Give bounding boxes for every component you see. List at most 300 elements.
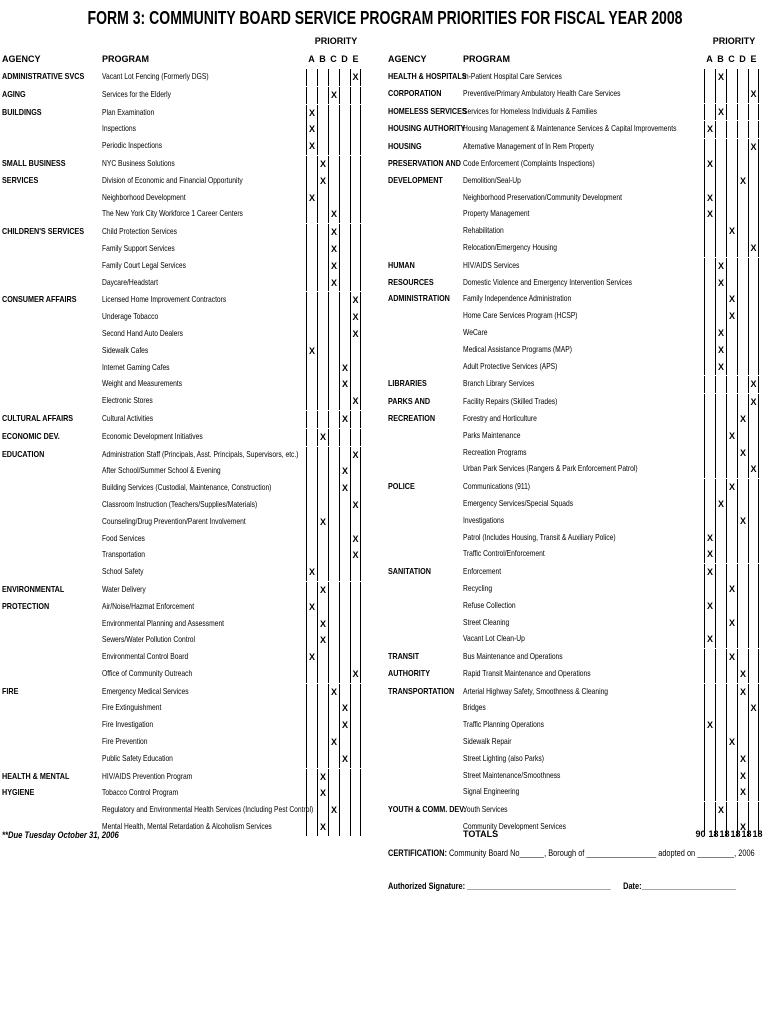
- priority-cell-a[interactable]: [306, 700, 317, 717]
- priority-cell-a[interactable]: [704, 496, 715, 513]
- priority-cell-b[interactable]: [317, 802, 328, 819]
- priority-cell-d[interactable]: [339, 156, 350, 173]
- priority-cell-d[interactable]: X: [737, 173, 748, 190]
- priority-cell-b[interactable]: [715, 684, 726, 701]
- priority-cell-e[interactable]: [748, 598, 759, 615]
- priority-cell-d[interactable]: [737, 700, 748, 717]
- priority-cell-c[interactable]: X: [726, 649, 737, 666]
- priority-cell-c[interactable]: X: [328, 684, 339, 701]
- priority-cell-c[interactable]: [726, 751, 737, 768]
- priority-cell-a[interactable]: [306, 819, 317, 836]
- priority-cell-c[interactable]: [328, 599, 339, 616]
- priority-cell-b[interactable]: [715, 291, 726, 308]
- priority-cell-a[interactable]: [704, 240, 715, 257]
- priority-cell-c[interactable]: [328, 138, 339, 155]
- priority-cell-b[interactable]: [715, 411, 726, 428]
- priority-cell-b[interactable]: [715, 615, 726, 632]
- priority-cell-e[interactable]: X: [748, 394, 759, 411]
- priority-cell-e[interactable]: [748, 359, 759, 376]
- priority-cell-b[interactable]: [317, 497, 328, 514]
- priority-cell-a[interactable]: [306, 514, 317, 531]
- priority-cell-d[interactable]: [737, 394, 748, 411]
- priority-cell-e[interactable]: [350, 275, 361, 292]
- priority-cell-e[interactable]: [748, 631, 759, 648]
- priority-cell-d[interactable]: [737, 240, 748, 257]
- priority-cell-b[interactable]: [317, 700, 328, 717]
- priority-cell-c[interactable]: [726, 546, 737, 563]
- priority-cell-e[interactable]: [748, 751, 759, 768]
- priority-cell-a[interactable]: [704, 104, 715, 121]
- priority-cell-a[interactable]: [306, 666, 317, 683]
- priority-cell-a[interactable]: [704, 461, 715, 478]
- priority-cell-d[interactable]: [737, 649, 748, 666]
- priority-cell-d[interactable]: X: [737, 784, 748, 801]
- priority-cell-e[interactable]: [748, 190, 759, 207]
- priority-cell-d[interactable]: [339, 138, 350, 155]
- priority-cell-d[interactable]: [339, 649, 350, 666]
- priority-cell-c[interactable]: [328, 514, 339, 531]
- priority-cell-e[interactable]: X: [350, 69, 361, 86]
- priority-cell-a[interactable]: [306, 802, 317, 819]
- priority-cell-c[interactable]: [726, 631, 737, 648]
- priority-cell-d[interactable]: [339, 258, 350, 275]
- priority-cell-e[interactable]: [350, 802, 361, 819]
- priority-cell-b[interactable]: [317, 684, 328, 701]
- priority-cell-b[interactable]: [317, 69, 328, 86]
- priority-cell-e[interactable]: [748, 479, 759, 496]
- priority-cell-b[interactable]: [317, 547, 328, 564]
- priority-cell-e[interactable]: [350, 360, 361, 377]
- priority-cell-b[interactable]: [317, 258, 328, 275]
- priority-cell-d[interactable]: [737, 121, 748, 138]
- priority-cell-d[interactable]: [339, 582, 350, 599]
- priority-cell-e[interactable]: [748, 615, 759, 632]
- priority-cell-c[interactable]: X: [726, 428, 737, 445]
- priority-cell-e[interactable]: [748, 546, 759, 563]
- priority-cell-b[interactable]: X: [317, 173, 328, 190]
- priority-cell-d[interactable]: [339, 241, 350, 258]
- priority-cell-d[interactable]: X: [339, 376, 350, 393]
- priority-cell-b[interactable]: X: [715, 359, 726, 376]
- priority-cell-d[interactable]: [737, 104, 748, 121]
- priority-cell-d[interactable]: [737, 190, 748, 207]
- priority-cell-c[interactable]: X: [328, 258, 339, 275]
- priority-cell-c[interactable]: [328, 769, 339, 786]
- priority-cell-a[interactable]: X: [306, 121, 317, 138]
- priority-cell-c[interactable]: [328, 632, 339, 649]
- priority-cell-c[interactable]: [328, 309, 339, 326]
- priority-cell-e[interactable]: [748, 581, 759, 598]
- priority-cell-c[interactable]: [328, 582, 339, 599]
- priority-cell-b[interactable]: [317, 326, 328, 343]
- priority-cell-a[interactable]: [704, 784, 715, 801]
- priority-cell-a[interactable]: [704, 342, 715, 359]
- priority-cell-d[interactable]: X: [737, 445, 748, 462]
- priority-cell-d[interactable]: [737, 496, 748, 513]
- priority-cell-c[interactable]: X: [328, 224, 339, 241]
- priority-cell-c[interactable]: X: [726, 308, 737, 325]
- priority-cell-e[interactable]: [748, 496, 759, 513]
- priority-cell-c[interactable]: [726, 768, 737, 785]
- priority-cell-d[interactable]: [339, 497, 350, 514]
- priority-cell-a[interactable]: [704, 768, 715, 785]
- priority-cell-e[interactable]: [748, 104, 759, 121]
- priority-cell-e[interactable]: [350, 819, 361, 836]
- priority-cell-a[interactable]: [306, 717, 317, 734]
- priority-cell-d[interactable]: [737, 546, 748, 563]
- priority-cell-e[interactable]: [350, 105, 361, 122]
- priority-cell-a[interactable]: [704, 291, 715, 308]
- priority-cell-d[interactable]: [737, 428, 748, 445]
- priority-cell-e[interactable]: [350, 343, 361, 360]
- priority-cell-a[interactable]: [306, 241, 317, 258]
- priority-cell-b[interactable]: [317, 480, 328, 497]
- priority-cell-b[interactable]: [715, 546, 726, 563]
- priority-cell-b[interactable]: [317, 376, 328, 393]
- priority-cell-a[interactable]: [306, 393, 317, 410]
- priority-cell-a[interactable]: X: [306, 190, 317, 207]
- priority-cell-c[interactable]: [328, 121, 339, 138]
- priority-cell-c[interactable]: X: [328, 87, 339, 104]
- priority-cell-b[interactable]: [317, 649, 328, 666]
- priority-cell-e[interactable]: [350, 649, 361, 666]
- priority-cell-d[interactable]: [737, 291, 748, 308]
- priority-cell-a[interactable]: [704, 615, 715, 632]
- priority-cell-e[interactable]: X: [748, 86, 759, 103]
- priority-cell-a[interactable]: X: [704, 598, 715, 615]
- priority-cell-a[interactable]: [704, 258, 715, 275]
- priority-cell-b[interactable]: [317, 138, 328, 155]
- priority-cell-e[interactable]: X: [350, 497, 361, 514]
- priority-cell-d[interactable]: [339, 802, 350, 819]
- priority-cell-b[interactable]: [715, 86, 726, 103]
- priority-cell-e[interactable]: [350, 769, 361, 786]
- priority-cell-c[interactable]: [726, 496, 737, 513]
- priority-cell-d[interactable]: [737, 734, 748, 751]
- priority-cell-b[interactable]: [317, 751, 328, 768]
- priority-cell-b[interactable]: [715, 223, 726, 240]
- priority-cell-e[interactable]: [748, 223, 759, 240]
- priority-cell-b[interactable]: [317, 87, 328, 104]
- priority-cell-d[interactable]: [737, 479, 748, 496]
- priority-cell-d[interactable]: [737, 156, 748, 173]
- priority-cell-e[interactable]: X: [748, 376, 759, 393]
- priority-cell-a[interactable]: [306, 734, 317, 751]
- priority-cell-c[interactable]: [328, 190, 339, 207]
- priority-cell-a[interactable]: [704, 734, 715, 751]
- priority-cell-b[interactable]: [715, 173, 726, 190]
- priority-cell-a[interactable]: [306, 326, 317, 343]
- priority-cell-e[interactable]: [748, 649, 759, 666]
- priority-cell-e[interactable]: [748, 121, 759, 138]
- priority-cell-a[interactable]: [306, 616, 317, 633]
- priority-cell-b[interactable]: [715, 751, 726, 768]
- priority-cell-a[interactable]: [704, 581, 715, 598]
- priority-cell-a[interactable]: [704, 445, 715, 462]
- priority-cell-a[interactable]: X: [306, 564, 317, 581]
- priority-cell-d[interactable]: [737, 564, 748, 581]
- priority-cell-e[interactable]: [350, 734, 361, 751]
- priority-cell-d[interactable]: [737, 206, 748, 223]
- priority-cell-b[interactable]: [715, 598, 726, 615]
- priority-cell-e[interactable]: [748, 802, 759, 819]
- priority-cell-a[interactable]: [306, 531, 317, 548]
- priority-cell-a[interactable]: X: [704, 206, 715, 223]
- priority-cell-d[interactable]: [737, 581, 748, 598]
- priority-cell-d[interactable]: X: [737, 684, 748, 701]
- priority-cell-a[interactable]: X: [306, 138, 317, 155]
- priority-cell-a[interactable]: [704, 86, 715, 103]
- priority-cell-b[interactable]: X: [317, 582, 328, 599]
- priority-cell-b[interactable]: [317, 309, 328, 326]
- priority-cell-d[interactable]: [339, 87, 350, 104]
- priority-cell-b[interactable]: X: [715, 275, 726, 292]
- priority-cell-e[interactable]: [748, 530, 759, 547]
- priority-cell-d[interactable]: [737, 717, 748, 734]
- priority-cell-b[interactable]: [715, 530, 726, 547]
- priority-cell-c[interactable]: [726, 342, 737, 359]
- priority-cell-c[interactable]: [726, 173, 737, 190]
- priority-cell-d[interactable]: [339, 684, 350, 701]
- priority-cell-c[interactable]: [328, 480, 339, 497]
- priority-cell-d[interactable]: [339, 632, 350, 649]
- priority-cell-a[interactable]: [704, 308, 715, 325]
- priority-cell-c[interactable]: [328, 429, 339, 446]
- priority-cell-e[interactable]: [350, 173, 361, 190]
- priority-cell-e[interactable]: [350, 582, 361, 599]
- priority-cell-d[interactable]: [339, 429, 350, 446]
- priority-cell-c[interactable]: [726, 325, 737, 342]
- priority-cell-e[interactable]: [350, 156, 361, 173]
- priority-cell-b[interactable]: [317, 393, 328, 410]
- priority-cell-c[interactable]: [328, 343, 339, 360]
- priority-cell-e[interactable]: [350, 190, 361, 207]
- priority-cell-e[interactable]: [350, 480, 361, 497]
- priority-cell-e[interactable]: [748, 768, 759, 785]
- priority-cell-a[interactable]: [306, 376, 317, 393]
- priority-cell-d[interactable]: [737, 275, 748, 292]
- priority-cell-e[interactable]: [350, 785, 361, 802]
- priority-cell-c[interactable]: [328, 376, 339, 393]
- priority-cell-e[interactable]: [748, 173, 759, 190]
- priority-cell-d[interactable]: [339, 224, 350, 241]
- priority-cell-e[interactable]: [350, 751, 361, 768]
- priority-cell-b[interactable]: [715, 479, 726, 496]
- priority-cell-a[interactable]: [306, 309, 317, 326]
- priority-cell-c[interactable]: [726, 598, 737, 615]
- priority-cell-e[interactable]: [748, 513, 759, 530]
- priority-cell-c[interactable]: X: [328, 802, 339, 819]
- priority-cell-b[interactable]: X: [715, 342, 726, 359]
- priority-cell-e[interactable]: [748, 734, 759, 751]
- priority-cell-c[interactable]: [726, 258, 737, 275]
- priority-cell-b[interactable]: [715, 666, 726, 683]
- priority-cell-d[interactable]: [339, 343, 350, 360]
- priority-cell-c[interactable]: [328, 360, 339, 377]
- priority-cell-d[interactable]: [737, 139, 748, 156]
- priority-cell-b[interactable]: [715, 717, 726, 734]
- priority-cell-d[interactable]: [737, 530, 748, 547]
- priority-cell-d[interactable]: [737, 223, 748, 240]
- priority-cell-a[interactable]: [306, 206, 317, 223]
- priority-cell-b[interactable]: [715, 768, 726, 785]
- priority-cell-c[interactable]: [726, 139, 737, 156]
- priority-cell-e[interactable]: [748, 291, 759, 308]
- priority-cell-c[interactable]: [726, 121, 737, 138]
- priority-cell-e[interactable]: [350, 376, 361, 393]
- priority-cell-d[interactable]: [339, 785, 350, 802]
- priority-cell-b[interactable]: [715, 428, 726, 445]
- priority-cell-d[interactable]: [339, 666, 350, 683]
- priority-cell-d[interactable]: X: [339, 717, 350, 734]
- priority-cell-d[interactable]: [339, 819, 350, 836]
- priority-cell-b[interactable]: [715, 240, 726, 257]
- priority-cell-d[interactable]: [339, 326, 350, 343]
- priority-cell-a[interactable]: [306, 69, 317, 86]
- priority-cell-d[interactable]: [339, 206, 350, 223]
- priority-cell-c[interactable]: [726, 700, 737, 717]
- priority-cell-c[interactable]: X: [726, 581, 737, 598]
- priority-cell-e[interactable]: [748, 206, 759, 223]
- priority-cell-a[interactable]: [704, 479, 715, 496]
- priority-cell-b[interactable]: [317, 206, 328, 223]
- priority-cell-d[interactable]: [737, 359, 748, 376]
- priority-cell-c[interactable]: [328, 292, 339, 309]
- priority-cell-e[interactable]: [350, 258, 361, 275]
- priority-cell-b[interactable]: [317, 190, 328, 207]
- priority-cell-c[interactable]: [726, 802, 737, 819]
- priority-cell-c[interactable]: [328, 156, 339, 173]
- priority-cell-e[interactable]: [748, 411, 759, 428]
- priority-cell-a[interactable]: [704, 802, 715, 819]
- priority-cell-b[interactable]: [317, 360, 328, 377]
- priority-cell-d[interactable]: [737, 308, 748, 325]
- priority-cell-e[interactable]: [748, 684, 759, 701]
- priority-cell-b[interactable]: [317, 447, 328, 464]
- priority-cell-d[interactable]: X: [737, 411, 748, 428]
- priority-cell-e[interactable]: [350, 138, 361, 155]
- priority-cell-c[interactable]: [726, 86, 737, 103]
- priority-cell-e[interactable]: X: [350, 326, 361, 343]
- priority-cell-b[interactable]: X: [715, 802, 726, 819]
- priority-cell-d[interactable]: [339, 447, 350, 464]
- priority-cell-e[interactable]: [748, 342, 759, 359]
- priority-cell-d[interactable]: [737, 376, 748, 393]
- priority-cell-b[interactable]: [715, 156, 726, 173]
- priority-cell-e[interactable]: [350, 684, 361, 701]
- priority-cell-a[interactable]: [306, 258, 317, 275]
- priority-cell-d[interactable]: X: [737, 666, 748, 683]
- priority-cell-d[interactable]: [339, 173, 350, 190]
- priority-cell-c[interactable]: [328, 666, 339, 683]
- priority-cell-a[interactable]: [704, 649, 715, 666]
- priority-cell-b[interactable]: [715, 564, 726, 581]
- priority-cell-b[interactable]: [715, 700, 726, 717]
- priority-cell-b[interactable]: [317, 224, 328, 241]
- priority-cell-b[interactable]: [715, 190, 726, 207]
- priority-cell-c[interactable]: [328, 547, 339, 564]
- priority-cell-e[interactable]: X: [748, 700, 759, 717]
- priority-cell-c[interactable]: [726, 666, 737, 683]
- priority-cell-a[interactable]: X: [704, 717, 715, 734]
- priority-cell-d[interactable]: X: [339, 700, 350, 717]
- priority-cell-e[interactable]: [350, 616, 361, 633]
- priority-cell-c[interactable]: X: [726, 223, 737, 240]
- priority-cell-b[interactable]: X: [715, 258, 726, 275]
- priority-cell-e[interactable]: [350, 717, 361, 734]
- priority-cell-a[interactable]: X: [306, 649, 317, 666]
- priority-cell-d[interactable]: [339, 292, 350, 309]
- priority-cell-d[interactable]: [737, 86, 748, 103]
- priority-cell-b[interactable]: X: [715, 496, 726, 513]
- priority-cell-e[interactable]: X: [350, 309, 361, 326]
- priority-cell-c[interactable]: [328, 751, 339, 768]
- priority-cell-c[interactable]: [726, 359, 737, 376]
- priority-cell-c[interactable]: [328, 700, 339, 717]
- priority-cell-d[interactable]: X: [339, 480, 350, 497]
- priority-cell-b[interactable]: [715, 461, 726, 478]
- priority-cell-e[interactable]: X: [350, 393, 361, 410]
- priority-cell-c[interactable]: [328, 649, 339, 666]
- priority-cell-c[interactable]: [726, 69, 737, 86]
- priority-cell-e[interactable]: [350, 121, 361, 138]
- priority-cell-d[interactable]: [339, 514, 350, 531]
- priority-cell-c[interactable]: [328, 105, 339, 122]
- priority-cell-b[interactable]: [715, 376, 726, 393]
- priority-cell-c[interactable]: X: [726, 291, 737, 308]
- priority-cell-e[interactable]: [350, 632, 361, 649]
- priority-cell-e[interactable]: [748, 325, 759, 342]
- priority-cell-e[interactable]: X: [748, 461, 759, 478]
- priority-cell-a[interactable]: [306, 429, 317, 446]
- priority-cell-d[interactable]: X: [737, 768, 748, 785]
- priority-cell-e[interactable]: [350, 514, 361, 531]
- priority-cell-e[interactable]: [350, 700, 361, 717]
- priority-cell-b[interactable]: X: [715, 104, 726, 121]
- priority-cell-a[interactable]: [704, 223, 715, 240]
- priority-cell-a[interactable]: [306, 447, 317, 464]
- priority-cell-e[interactable]: [350, 564, 361, 581]
- priority-cell-d[interactable]: [339, 734, 350, 751]
- priority-cell-b[interactable]: [317, 666, 328, 683]
- priority-cell-a[interactable]: [704, 684, 715, 701]
- priority-cell-b[interactable]: X: [317, 514, 328, 531]
- priority-cell-d[interactable]: [339, 531, 350, 548]
- priority-cell-a[interactable]: [704, 139, 715, 156]
- priority-cell-d[interactable]: [339, 69, 350, 86]
- priority-cell-c[interactable]: [726, 206, 737, 223]
- priority-cell-b[interactable]: [715, 631, 726, 648]
- priority-cell-d[interactable]: [339, 309, 350, 326]
- priority-cell-a[interactable]: [306, 224, 317, 241]
- priority-cell-b[interactable]: [317, 292, 328, 309]
- priority-cell-d[interactable]: [737, 598, 748, 615]
- priority-cell-d[interactable]: [737, 325, 748, 342]
- priority-cell-d[interactable]: [737, 802, 748, 819]
- priority-cell-c[interactable]: X: [726, 734, 737, 751]
- priority-cell-b[interactable]: X: [317, 616, 328, 633]
- priority-cell-c[interactable]: [726, 104, 737, 121]
- priority-cell-d[interactable]: X: [737, 819, 748, 836]
- priority-cell-a[interactable]: X: [704, 564, 715, 581]
- priority-cell-a[interactable]: [704, 173, 715, 190]
- priority-cell-c[interactable]: [726, 411, 737, 428]
- priority-cell-a[interactable]: [306, 769, 317, 786]
- priority-cell-a[interactable]: [306, 156, 317, 173]
- priority-cell-a[interactable]: [306, 751, 317, 768]
- priority-cell-c[interactable]: [328, 447, 339, 464]
- priority-cell-e[interactable]: [748, 666, 759, 683]
